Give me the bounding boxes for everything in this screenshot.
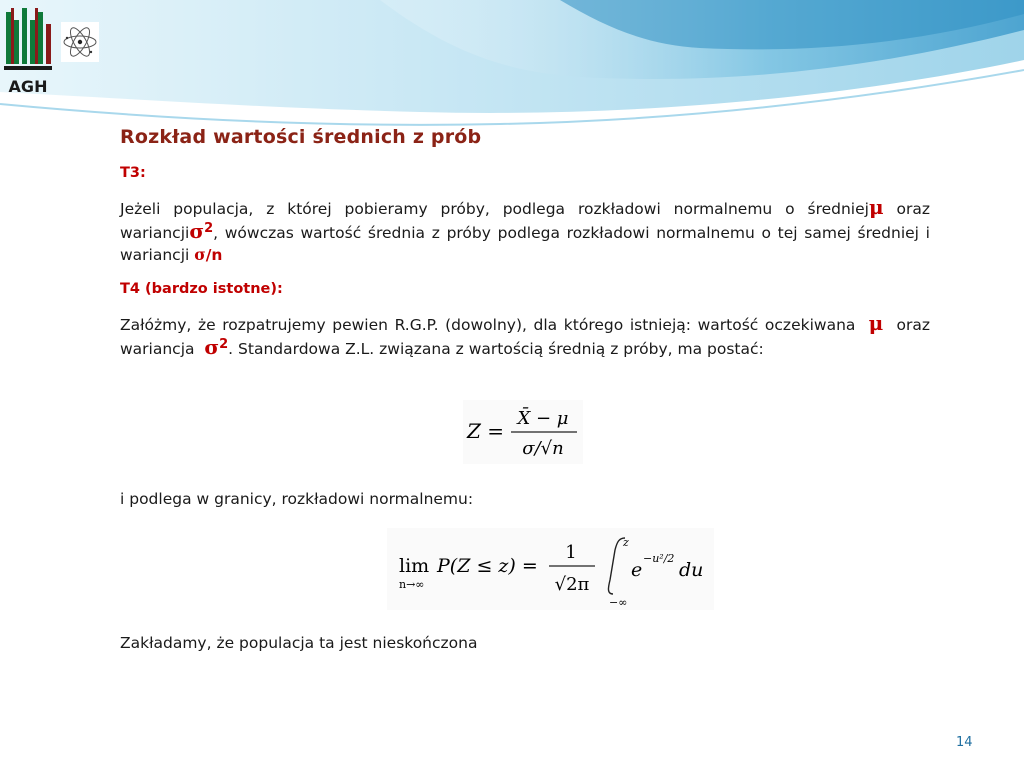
t4-text-part2: oraz wariancja bbox=[120, 316, 930, 358]
sigma-symbol: $\sigma^2$ bbox=[204, 335, 229, 359]
formula2-lim: lim bbox=[399, 555, 430, 577]
agh-logo bbox=[2, 4, 60, 96]
square-superscript: 2 bbox=[204, 221, 214, 236]
atom-icon bbox=[61, 22, 99, 62]
formula2-integrand-exponent: −u²/2 bbox=[643, 552, 675, 565]
formula2-integral-lower: −∞ bbox=[609, 596, 628, 609]
formula2-integrand-base: e bbox=[631, 559, 643, 581]
formula2-fraction-numerator: 1 bbox=[565, 542, 577, 563]
theorem-t4-label: T4 (bardzo istotne): bbox=[120, 281, 283, 297]
theorem-t3-label: T3: bbox=[120, 165, 146, 181]
sigma-symbol: $\sigma^2$ bbox=[189, 219, 214, 243]
theorem-t4-text bbox=[120, 312, 930, 360]
slide-title: Rozkład wartości średnich z prób bbox=[120, 126, 482, 148]
formula-standardized-z bbox=[463, 400, 583, 464]
limit-intro-text: i podlega w granicy, rozkładowi normalnemu: bbox=[120, 490, 474, 508]
formula2-differential: du bbox=[679, 559, 704, 581]
mu-symbol: μ bbox=[868, 311, 884, 335]
theorem-t3-text bbox=[120, 196, 930, 266]
slide-content bbox=[120, 126, 930, 372]
logo-text: AGH bbox=[8, 77, 48, 96]
formula-limit-normal bbox=[387, 528, 714, 610]
formula2-probability: P(Z ≤ z) = bbox=[437, 555, 538, 577]
formula1-lhs: Z = bbox=[467, 419, 505, 443]
formula1-numerator: X̄ − μ bbox=[517, 408, 569, 429]
page-number: 14 bbox=[956, 735, 973, 750]
formula2-lim-sub: n→∞ bbox=[399, 578, 425, 591]
formula2-fraction-denominator: √2π bbox=[554, 574, 590, 595]
formula2-integral-upper: z bbox=[623, 536, 629, 549]
t4-text-part1: Załóżmy, że rozpatrujemy pewien R.G.P. (dowolny), dla którego istnieją: wartość oczekiwana bbox=[120, 316, 856, 334]
final-statement: Zakładamy, że populacja ta jest nieskończona bbox=[120, 634, 478, 652]
mu-symbol: μ bbox=[868, 195, 884, 219]
t3-text-part2: oraz wariancji bbox=[120, 200, 930, 242]
t4-text-part3: . Standardowa Z.L. związana z wartością średnią z próby, ma postać: bbox=[228, 340, 764, 358]
t3-text-part3: , wówczas wartość średnia z próby podlega rozkładowi normalnemu o tej samej średniej i wariancji bbox=[120, 224, 930, 264]
t3-text-part1: Jeżeli populacja, z której pobieramy próby, podlega rozkładowi normalnemu o średniej bbox=[120, 200, 869, 218]
formula1-denominator: σ/√n bbox=[522, 438, 564, 459]
square-superscript: 2 bbox=[219, 337, 229, 352]
sigma-over-n: σ/n bbox=[194, 245, 223, 264]
